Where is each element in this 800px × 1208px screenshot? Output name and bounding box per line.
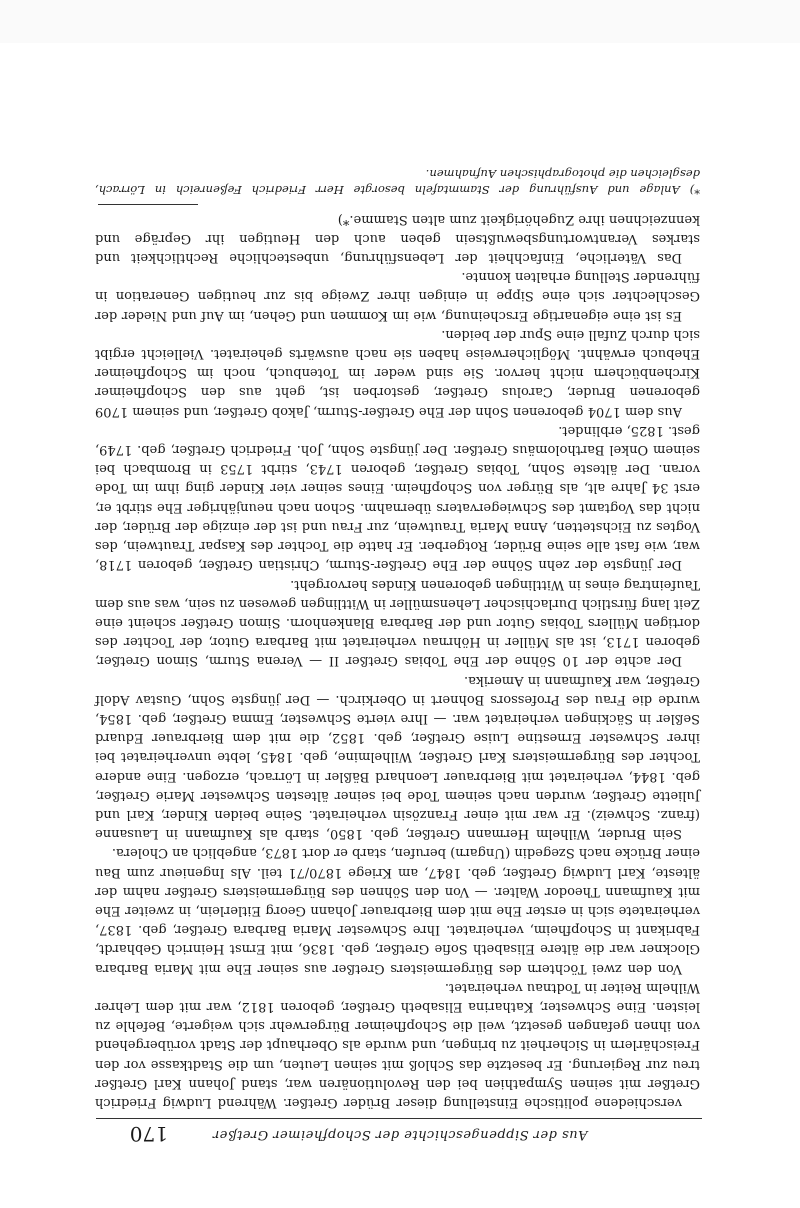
paragraph: Aus dem 1704 geborenen Sohn der Ehe Gretßer-Sturm, Jakob Gretßer, und seinem 1709 geborenen Bruder, Carolus Gretßer, gestorben ist, geht aus den Schopfheimer Kirchenbüchern nicht hervor. Sie sind weder im Totenbuch, noch im Schopfheimer Ehebuch erwähnt. Möglicherweise haben sie nach auswärts geheiratet. Vielleicht ergibt sich durch Zufall eine Spur der beiden. xyxy=(95,326,700,419)
paragraph: verschiedene politische Einstellung dieser Brüder Gretßer. Während Ludwig Friedrich Gretßer mit seinen Sympathien bei den Revolutionären war, stand Johann Karl Gretßer treu zur Regierung. Er besetzte das Schloß mit seinen Leuten, um die Stadtkasse vor den Freischärlern in Sicherheit zu bringen, und wurde als Oberhaupt der Stadt vorübergehend von ihnen gefangen gesetzt, weil die Schopfheimer Bürgerwehr sich weigerte, Befehle zu leisten. Eine Schwester, Katharina Elisabeth Gretßer, geboren 1812, war mit dem Lehrer Wilhelm Reiter in Todtnau verheiratet. xyxy=(95,979,700,1110)
paragraph: Der jüngste der zehn Söhne der Ehe Gretßer-Sturm, Christian Gretßer, geboren 1718, war, wie fast alle seine Brüder, Rotgerber. Er hatte die Tochter des Kaspar Trautwein, des Vogtes zu Eichstetten, Anna Maria Trautwein, zur Frau und ist der einzige der Brüder, der nicht das Vogtamt des Schwiegervaters übernahm. Schon nach neunjähriger Ehe stirbt er, erst 34 Jahre alt, als Bürger von Schopfheim. Eines seiner vier Kinder ging ihm im Tode voran. Der älteste Sohn, Tobias Gretßer, geboren 1743, stirbt 1753 in Brombach bei seinem Onkel Bartholomäus Gretßer. Der jüngste Sohn, Joh. Friedrich Gretßer, geb. 1749, gest. 1825, erblindet. xyxy=(95,422,700,573)
footnote-rule xyxy=(98,204,198,205)
paragraph: Der achte der 10 Söhne der Ehe Tobias Gretßer II — Verena Sturm, Simon Gretßer, geboren 1713, ist als Müller in Höhrnau verheiratet mit Barbara Gutor, der Tochter des dortigen Müllers Tobias Gutor und der Barbara Blankenhorn. Simon Gretßer scheint eine Zeit lang fürstlich Durlachischer Lehensmüller in Wittlingen gewesen zu sein, was aus dem Taufeintrag eines in Wittlingen geborenen Kindes hervorgeht. xyxy=(95,576,700,669)
footnote: *) Anlage und Ausführung der Stammtafeln besorgte Herr Friedrich Feßenreich in Lörrach, desgleichen die photographischen Aufnahmen. xyxy=(95,167,700,197)
viewer-header xyxy=(0,0,800,43)
paragraph: Das Väterliche, Einfachheit der Lebensführung, unbestechliche Rechtlichkeit und starkes Verantwortungsbewußtsein geben auch den Heutigen ihr Gepräge und kennzeichnen ihre Zugehörigkeit zum alten Stamme.*) xyxy=(95,211,700,266)
header-rule xyxy=(96,1118,702,1119)
paragraph: Sein Bruder, Wilhelm Hermann Gretßer, geb. 1850, starb als Kaufmann in Lausanne (franz. Schweiz). Er war mit einer Französin verheiratet. Seine beiden Kinder, Karl und Juliette Gretßer, wurden nach seinem Tode bei seiner ältesten Schwester Marie Gretßer, geb. 1844, verheiratet mit Bierbrauer Leonhard Bäßler in Lörrach, erzogen. Eine andere Tochter des Bürgermeisters Karl Gretßer, Wilhelmine, geb. 1845, lebte unverheiratet bei ihrer Schwester Ernestine Luise Gretßer, geb. 1852, die mit dem Bierbrauer Eduard Seßler in Säckingen verheiratet war. — Ihre vierte Schwester, Emma Gretßer, geb. 1854, wurde die Frau des Professors Bohnert in Oberkirch. — Der jüngste Sohn, Gustav Adolf Gretßer, war Kaufmann in Amerika. xyxy=(95,672,700,842)
paragraph: Von den zwei Töchtern des Bürgermeisters Gretßer aus seiner Ehe mit Maria Barbara Glockner war die ältere Elisabeth Sofie Gretßer, geb. 1836, mit Ernst Heinrich Gebhardt, Fabrikant in Schopfheim, verheiratet. Ihre Schwester Maria Barbara Gretßer, geb. 1837, verheiratete sich in erster Ehe mit dem Bierbrauer Johann Georg Eitlerlein, in zweiter Ehe mit Kaufmann Theodor Walter. — Von den Söhnen des Bürgermeisters Gretßer nahm der älteste, Karl Ludwig Gretßer, geb. 1847, am Kriege 1870/71 teil. Als Ingenieur zum Bau einer Brücke nach Szegedin (Ungarn) berufen, starb er dort 1873, angeblich an Cholera. xyxy=(95,845,700,976)
running-head: Aus der Sippengeschichte der Schopfheimer Gretßer xyxy=(212,1127,588,1142)
page-number: 170 xyxy=(129,1122,168,1146)
body-text xyxy=(95,209,700,1112)
paragraph: Es ist eine eigenartige Erscheinung, wie im Kommen und Gehen, im Auf und Nieder der Geschlechter sich eine Sippe in einigen ihrer Zweige bis zur heutigen Generation in führender Stellung erhalten konnte. xyxy=(95,269,700,323)
